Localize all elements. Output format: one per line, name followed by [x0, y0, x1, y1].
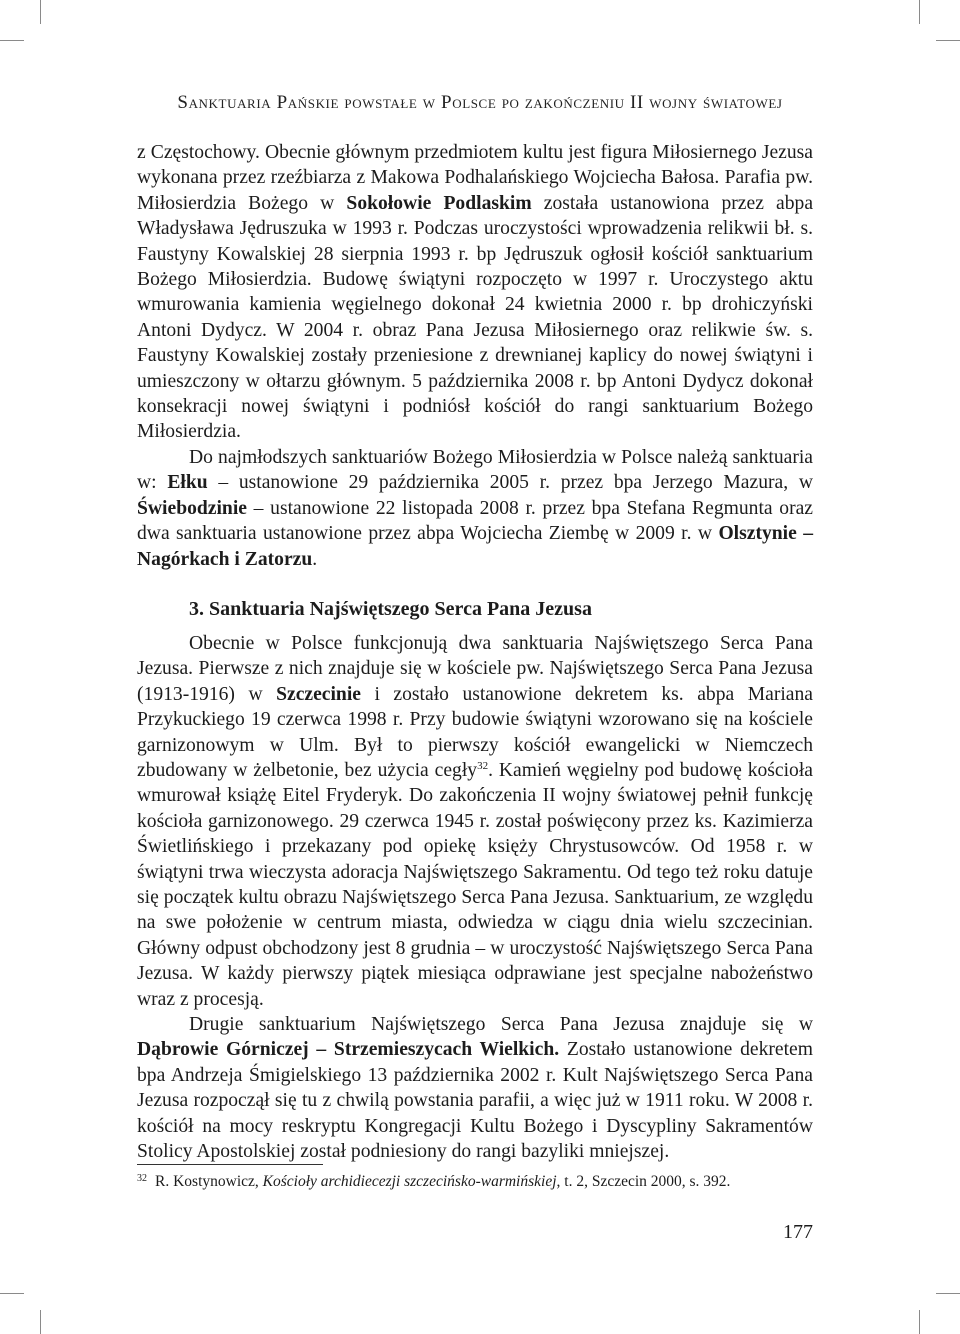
crop-mark — [40, 0, 41, 24]
paragraph — [137, 445, 813, 572]
crop-mark — [919, 0, 920, 24]
crop-mark — [936, 1293, 960, 1294]
text-run: Drugie sanktuarium Najświętszego Serca Pana Jezusa znajduje się w — [189, 1014, 813, 1035]
text-run: Do najmłodszych sanktuariów Bożego Miłosierdzia w Polsce należą sanktuaria w: — [137, 446, 813, 494]
footnote — [137, 1169, 813, 1192]
crop-mark — [936, 40, 960, 41]
crop-mark — [0, 1293, 24, 1294]
bold-place-name: Sokołowie Podlaskim — [346, 192, 532, 214]
footnote-number: 32 — [137, 1173, 147, 1184]
footnote-reference[interactable]: 32 — [477, 759, 489, 772]
footnote-divider — [137, 1164, 323, 1165]
text-run: – ustanowione 29 października 2005 r. przez bpa Jerzego Mazura, w — [207, 472, 813, 494]
bold-place-name: Szczecinie — [276, 683, 361, 705]
text-run: została ustanowiona przez abpa Władysława Jędruszuka w 1993 r. Podczas uroczystości wprowadzenia relikwii bł. s. Faustyny Kowalskiej 28 sierpnia 1993 r. bp Jędruszuk ogłosił kościół sanktuarium Bożego Miłosierdzia. Budowę świątyni rozpoczęto w 1997 r. Uroczystego aktu wmurowania kamienia węgielnego dokonał 24 kwietnia 2000 r. bp drohiczyński Antoni Dydycz. W 2004 r. obraz Pana Jezusa Miłosiernego oraz relikwie św. s. Faustyny Kowalskiej zostały przeniesione z drewnianej kaplicy do nowej świątyni i umieszczony w ołtarzu głównym. 5 października 2008 r. bp Antoni Dydycz dokonał konsekracji nowej świątyni i podniósł kościół do rangi sanktuarium Bożego Miłosierdzia. — [137, 192, 814, 443]
crop-mark — [919, 1310, 920, 1334]
text-run: Obecnie w Polsce funkcjonują dwa sanktuaria Najświętszego Serca Pana Jezusa. Pierwsze z nich znajduje się w kościele pw. Najświętszego Serca Pana Jezusa (1913-1916) w — [137, 632, 813, 705]
text-run: – ustanowione 22 listopada 2008 r. przez bpa Stefana Regmunta oraz dwa sanktuaria ustanowione przez abpa Wojciecha Ziembę w 2009 r. w — [137, 497, 813, 545]
paragraph — [137, 631, 813, 1012]
bold-place-name: Świebodzinie — [137, 497, 247, 519]
section-heading: 3. Sanktuaria Najświętszego Serca Pana Jezusa — [189, 597, 592, 620]
text-run: z Częstochowy. Obecnie głównym przedmiotem kultu jest figura Miłosiernego Jezusa wykonana przez rzeźbiarza z Makowa Podhalańskiego Wojciecha Bałosa. Parafia pw. Miłosierdzia Bożego w — [137, 142, 813, 214]
crop-mark — [40, 1310, 41, 1334]
text-run: . Kamień węgielny pod budowę kościoła wmurował książę Eitel Fryderyk. Do zakończenia II wojny światowej pełnił funkcję kościoła garnizonowego. 29 czerwca 1945 r. został poświęcony przez ks. Kazimierza Świetlińskiego i przekazany pod opiekę księży Chrystusowców. Od 1958 r. w świątyni trwa wieczysta adoracja Najświętszego Sakramentu. Od tego też roku datuje się początek kultu obrazu Najświętszego Serca Pana Jezusa. Sanktuarium, ze względu na swe położenie w centrum miasta, odwiedza w ciągu dnia wielu szczecinian. Główny odpust obchodzony jest 8 grudnia – w uroczystość Najświętszego Serca Pana Jezusa. W każdy pierwszy piątek miesiąca odprawiane jest specjalne nabożeństwo wraz z procesją. — [137, 759, 813, 1010]
bold-place-name: Dąbrowie Górniczej – Strzemieszycach Wielkich. — [137, 1039, 560, 1061]
text-run: R. Kostynowicz, — [155, 1173, 263, 1190]
running-head: Sanktuaria Pańskie powstałe w Polsce po zakończeniu II wojny światowej — [177, 92, 783, 113]
bold-place-name: Olsztynie – Nagórkach i Zatorzu — [137, 523, 813, 570]
crop-mark — [0, 40, 24, 41]
paragraph — [137, 1012, 813, 1164]
body-text — [137, 140, 813, 1164]
text-run: i zostało ustanowione dekretem ks. abpa Mariana Przykuckiego 19 czerwca 1998 r. Przy budowie świątyni wzorowano się na kościele garnizonowym w Ulm. Był to pierwszy kościół ewangelicki w Niemczech zbudowany w żelbetonie, bez użycia cegły — [137, 683, 813, 781]
text-run: Zostało ustanowione dekretem bpa Andrzeja Śmigielskiego 13 października 2002 r. Kult Najświętszego Serca Pana Jezusa rozpoczął się tu z chwilą powstania parafii, a więc już w 1911 roku. W 2008 r. kościół na mocy reskryptu Kongregacji Kultu Bożego i Dyscypliny Sakramentów Stolicy Apostolskiej został podniesiony do rangi bazyliki mniejszej. — [137, 1039, 813, 1163]
paragraph — [137, 140, 813, 445]
bold-place-name: Ełku — [167, 472, 208, 494]
text-run: . — [312, 548, 318, 570]
page-number: 177 — [783, 1221, 813, 1243]
footnote-title: Kościoły archidiecezji szczecińsko-warmińskiej — [262, 1173, 557, 1190]
text-run: , t. 2, Szczecin 2000, s. 392. — [556, 1173, 731, 1190]
